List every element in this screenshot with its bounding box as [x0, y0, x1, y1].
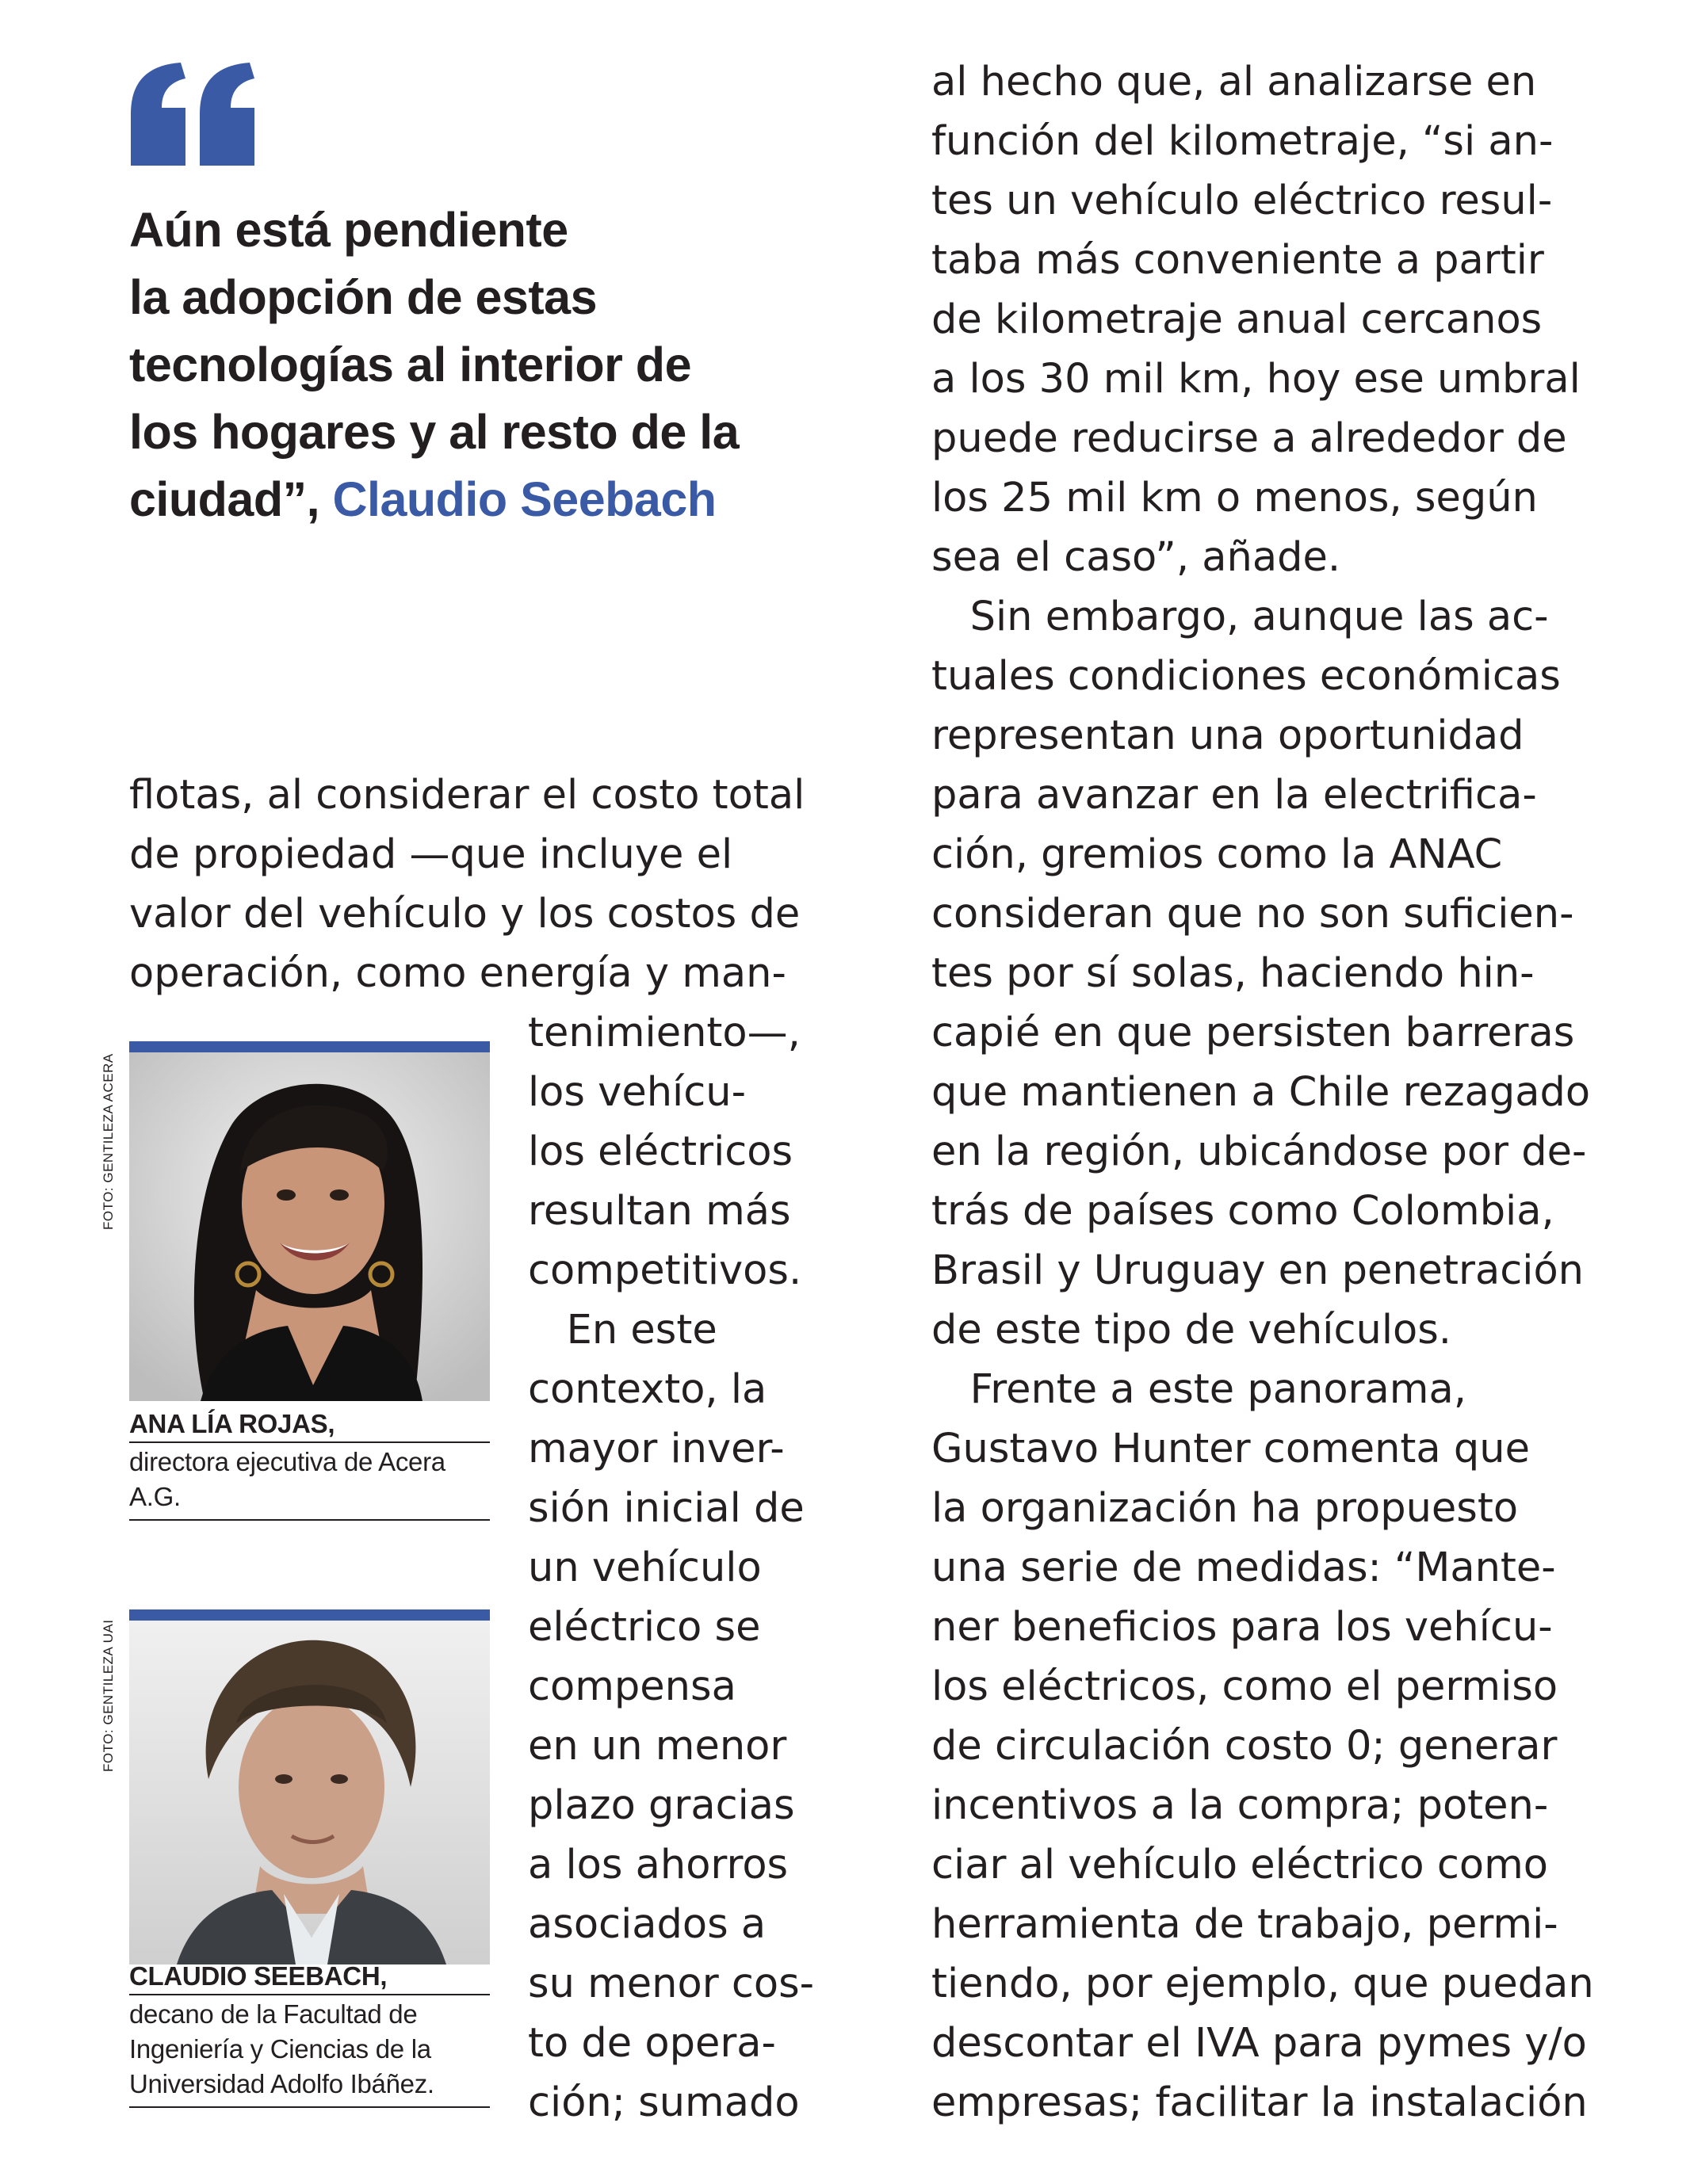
article-line: Frente a este panorama,	[931, 1366, 1466, 1413]
article-line: incentivos a la compra; poten-	[931, 1782, 1549, 1829]
article-line: puede reducirse a alrededor de	[931, 415, 1567, 462]
photo-caption-ana-lia-rojas	[129, 1408, 490, 1521]
article-line: plazo gracias	[528, 1782, 795, 1829]
pull-quote-line: tecnologías al interior de	[129, 338, 691, 391]
pull-quote-last-line	[129, 466, 843, 533]
photo-credit: FOTO: GENTILEZA ACERA	[101, 1053, 116, 1230]
article-line: de este tipo de vehículos.	[931, 1307, 1451, 1354]
article-line: una serie de medidas: “Mante-	[931, 1544, 1556, 1591]
article-line: de kilometraje anual cercanos	[931, 296, 1543, 343]
portrait-image	[129, 1621, 490, 1964]
article-line: contexto, la	[528, 1366, 767, 1413]
article-line: taba más conveniente a partir	[931, 237, 1544, 284]
article-line: tes por sí solas, haciendo hin-	[931, 950, 1535, 997]
pull-quote-line: Aún está pendiente	[129, 203, 568, 257]
article-line: los 25 mil km o menos, según	[931, 475, 1538, 521]
article-line: tes un vehículo eléctrico resul-	[931, 178, 1553, 224]
pull-quote-text: ciudad”,	[129, 472, 333, 526]
caption-role-line: Ingeniería y Ciencias de la	[129, 2034, 431, 2064]
article-line: empresas; facilitar la instalación	[931, 2079, 1588, 2126]
article-line: función del kilometraje, “si an-	[931, 118, 1554, 165]
article-column-right	[931, 52, 1594, 2132]
article-line: su menor cos-	[528, 1961, 815, 2007]
article-line: ción, gremios como la ANAC	[931, 831, 1503, 878]
article-line: to de opera-	[528, 2020, 776, 2067]
caption-name: CLAUDIO SEEBACH,	[129, 1961, 490, 1995]
article-line: al hecho que, al analizarse en	[931, 59, 1537, 105]
article-line: para avanzar en la electrifica-	[931, 772, 1537, 819]
article-line: a los 30 mil km, hoy ese umbral	[931, 356, 1581, 403]
article-line: representan una oportunidad	[931, 712, 1524, 759]
pull-quote	[129, 197, 843, 533]
article-line: ciar al vehículo eléctrico como	[931, 1842, 1548, 1888]
article-line: de propiedad —que incluye el	[129, 831, 733, 878]
article-line: tenimiento—,	[528, 1010, 801, 1056]
article-line: compensa	[528, 1663, 736, 1710]
article-line: ner beneficios para los vehícu-	[931, 1604, 1553, 1651]
caption-role-line: directora ejecutiva de Acera	[129, 1447, 445, 1476]
article-line: asociados a	[528, 1901, 767, 1948]
article-line: trás de países como Colombia,	[931, 1188, 1554, 1235]
photo-caption-claudio-seebach	[129, 1961, 490, 2108]
article-column-left-narrow	[528, 1003, 814, 2132]
article-line: descontar el IVA para pymes y/o	[931, 2020, 1587, 2067]
article-line: resultan más	[528, 1188, 791, 1235]
article-line: que mantienen a Chile rezagado	[931, 1069, 1591, 1116]
article-line: valor del vehículo y los costos de	[129, 891, 801, 937]
article-line: los eléctricos	[528, 1128, 793, 1175]
article-line: consideran que no son suficien-	[931, 891, 1574, 937]
portrait-image	[129, 1052, 490, 1401]
pull-quote-line: la adopción de estas	[129, 270, 598, 324]
article-line: En este	[528, 1307, 717, 1354]
article-line: en un menor	[528, 1723, 787, 1770]
article-line: un vehículo	[528, 1544, 762, 1591]
caption-role-line: Universidad Adolfo Ibáñez.	[129, 2069, 434, 2098]
article-column-left-top	[129, 766, 805, 1003]
article-line: capié en que persisten barreras	[931, 1010, 1575, 1056]
caption-role-line: decano de la Facultad de	[129, 1999, 418, 2029]
article-line: de circulación costo 0; generar	[931, 1723, 1558, 1770]
article-line: eléctrico se	[528, 1604, 761, 1651]
caption-role-line: A.G.	[129, 1482, 181, 1511]
article-line: Brasil y Uruguay en penetración	[931, 1247, 1584, 1294]
caption-role	[129, 1443, 490, 1521]
article-line: competitivos.	[528, 1247, 802, 1294]
pull-quote-author: Claudio Seebach	[332, 472, 717, 526]
article-line: flotas, al considerar el costo total	[129, 772, 805, 819]
article-line: operación, como energía y man-	[129, 950, 786, 997]
caption-role	[129, 1995, 490, 2108]
article-line: Gustavo Hunter comenta que	[931, 1426, 1530, 1472]
article-line: a los ahorros	[528, 1842, 789, 1888]
article-line: tuales condiciones económicas	[931, 653, 1561, 700]
article-line: los vehícu-	[528, 1069, 746, 1116]
portrait-photo-ana-lia-rojas	[129, 1041, 490, 1401]
photo-credit: FOTO: GENTILEZA UAI	[101, 1619, 116, 1772]
article-line: Sin embargo, aunque las ac-	[931, 594, 1549, 640]
caption-name: ANA LÍA ROJAS,	[129, 1408, 490, 1443]
article-line: ción; sumado	[528, 2079, 800, 2126]
portrait-photo-claudio-seebach	[129, 1609, 490, 1964]
article-line: en la región, ubicándose por de-	[931, 1128, 1587, 1175]
article-line: sión inicial de	[528, 1485, 805, 1532]
article-line: la organización ha propuesto	[931, 1485, 1519, 1532]
article-line: los eléctricos, como el permiso	[931, 1663, 1558, 1710]
article-line: mayor inver-	[528, 1426, 785, 1472]
opening-quote-mark-icon	[127, 59, 262, 170]
article-line: herramienta de trabajo, permi-	[931, 1901, 1558, 1948]
article-line: sea el caso”, añade.	[931, 534, 1341, 581]
pull-quote-line: los hogares y al resto de la	[129, 405, 740, 459]
article-line: tiendo, por ejemplo, que puedan	[931, 1961, 1594, 2007]
